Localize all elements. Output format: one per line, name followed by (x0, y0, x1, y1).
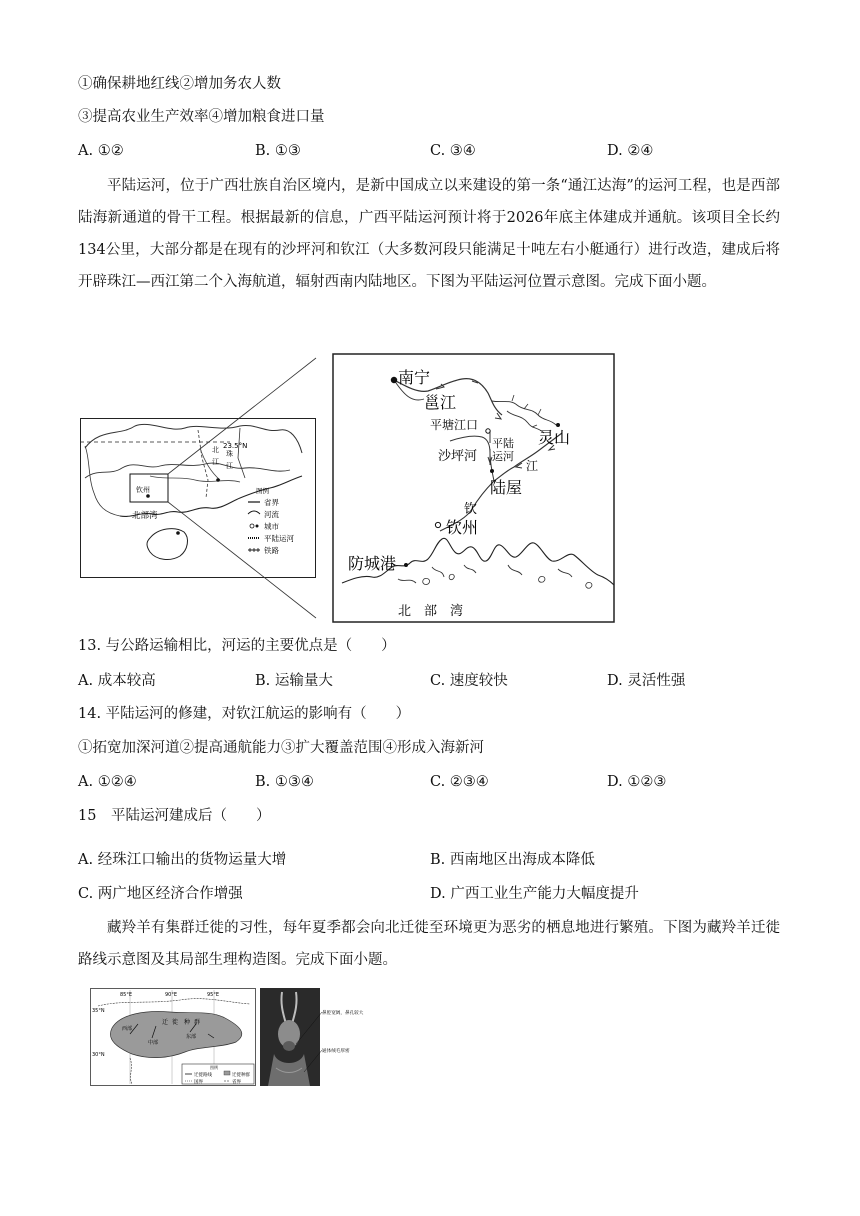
pinglu-canal-detail-map (332, 353, 615, 623)
map3-label-east: 东部 (186, 1034, 197, 1040)
q13-option-b: B. 运输量大 (255, 673, 333, 689)
river-label-jiang2: 江 (226, 462, 233, 470)
antelope-migration-map (90, 988, 256, 1086)
qinzhou-label: 钦州 (446, 518, 479, 537)
lingshan-label: 灵山 (538, 428, 571, 447)
beibu-bay-small-label: 北部湾 (132, 511, 158, 521)
q14-option-d: D. ①②③ (607, 774, 667, 790)
q12-option-b: B. ①③ (255, 143, 301, 159)
pingtang-jiangkou-label: 平塘江口 (430, 418, 479, 432)
map3-legend-title: 图例 (210, 1065, 218, 1070)
fangchenggang-label: 防城港 (348, 554, 397, 573)
q13-option-d: D. 灵活性强 (607, 673, 686, 689)
passage-pinglu-canal: 平陆运河，位于广西壮族自治区境内，是新中国成立以来建设的第一条“通江达海”的运河工程，也是西部陆海新通道的骨干工程。根据最新的信息，广西平陆运河预计将于2026年底主体建成并通航。该项目全长约134公里，大部分都是在现有的沙坪河和钦江（大多数河段只能满足十吨左右小艇通行）进行改造，建成后将开辟珠江—西江第二个入海航道，辐射西南内陆地区。下图为平陆运河位置示意图。完成下面小题。 (78, 178, 780, 290)
qinzhou-small-label: 钦州 (136, 486, 150, 494)
nanning-label: 南宁 (398, 368, 431, 387)
shapinghe-label: 沙坪河 (438, 449, 478, 464)
qinjiang-jiang-label: 江 (526, 459, 539, 473)
beibu-bay-label: 北 部 湾 (398, 604, 464, 619)
map3-legend-province: 省界 (232, 1080, 241, 1085)
q12-option-d: D. ②④ (607, 143, 654, 159)
q13-stem: 13. 与公路运输相比，河运的主要优点是（ ） (78, 638, 396, 654)
map3-label-zhong: 种 (184, 1019, 191, 1026)
map3-legend-national: 国界 (194, 1080, 203, 1085)
q12-option-a: A. ①② (78, 143, 124, 159)
q14-stem: 14. 平陆运河的修建，对钦江航运的影响有（ ） (78, 706, 411, 722)
callout-nasal-cavity: 鼻腔宽阔，鼻孔较大 (322, 1011, 364, 1016)
q15-option-b: B. 西南地区出海成本降低 (430, 852, 595, 868)
antelope-anatomy-figure (260, 988, 364, 1086)
map3-legend-route: 迁徙路线 (194, 1073, 212, 1078)
q15-option-d: D. 广西工业生产能力大幅度提升 (430, 886, 639, 902)
passage-tibetan-antelope: 藏羚羊有集群迁徙的习性，每年夏季都会向北迁徙至环境更为恶劣的栖息地进行繁殖。下图为藏羚羊迁徙路线示意图及其局部生理构造图。完成下面小题。 (78, 920, 780, 968)
map3-label-qian: 迁 (162, 1019, 169, 1026)
map3-legend-population: 迁徙种群 (232, 1073, 250, 1078)
map3-label-qun: 群 (194, 1019, 201, 1026)
q15-option-c: C. 两广地区经济合作增强 (78, 886, 243, 902)
tropic-label: 23.5°N (223, 442, 248, 450)
canal-label-line1: 平陆 (492, 437, 514, 450)
q12-items-line2: ③提高农业生产效率④增加粮食进口量 (78, 109, 325, 125)
legend-province-border: 省界 (264, 498, 279, 507)
legend-city: 城市 (264, 522, 279, 531)
legend-river: 河流 (264, 510, 279, 519)
river-label-zhu: 珠 (226, 450, 233, 458)
lon-95: 95°E (207, 992, 220, 998)
river-label-bei: 北 (212, 446, 219, 454)
q12-items-line1: ①确保耕地红线②增加务农人数 (78, 76, 281, 92)
callout-thick-fur: 通体绒毛厚密 (322, 1049, 350, 1054)
luwu-label: 陆屋 (490, 478, 523, 497)
q12-option-c: C. ③④ (430, 143, 476, 159)
legend-railway: 铁路 (264, 546, 279, 555)
map3-label-west: 西部 (122, 1026, 133, 1032)
canal-label-line2: 运河 (492, 450, 514, 463)
q14-option-b: B. ①③④ (255, 774, 314, 790)
map3-label-central: 中部 (148, 1040, 159, 1046)
map3-label-xi: 徙 (172, 1019, 179, 1026)
q14-option-a: A. ①②④ (78, 774, 137, 790)
q15-stem: 15 平陆运河建成后（ ） (78, 808, 271, 824)
q13-option-a: A. 成本较高 (78, 673, 156, 689)
qinjiang-qin-label: 钦 (464, 502, 478, 517)
lon-90: 90°E (165, 992, 178, 998)
yongjiang-label: 邕江 (424, 393, 457, 412)
q13-option-c: C. 速度较快 (430, 673, 508, 689)
lat-35: 35°N (92, 1008, 105, 1014)
lat-30: 30°N (92, 1052, 105, 1058)
q14-items: ①拓宽加深河道②提高通航能力③扩大覆盖范围④形成入海新河 (78, 740, 484, 756)
lon-85: 85°E (120, 992, 133, 998)
overview-map (80, 418, 316, 578)
q14-option-c: C. ②③④ (430, 774, 489, 790)
q15-option-a: A. 经珠江口输出的货物运量大增 (78, 852, 287, 868)
river-label-jiang1: 江 (212, 458, 219, 466)
small-legend-title: 图例 (256, 487, 269, 495)
legend-canal: 平陆运河 (264, 534, 294, 543)
